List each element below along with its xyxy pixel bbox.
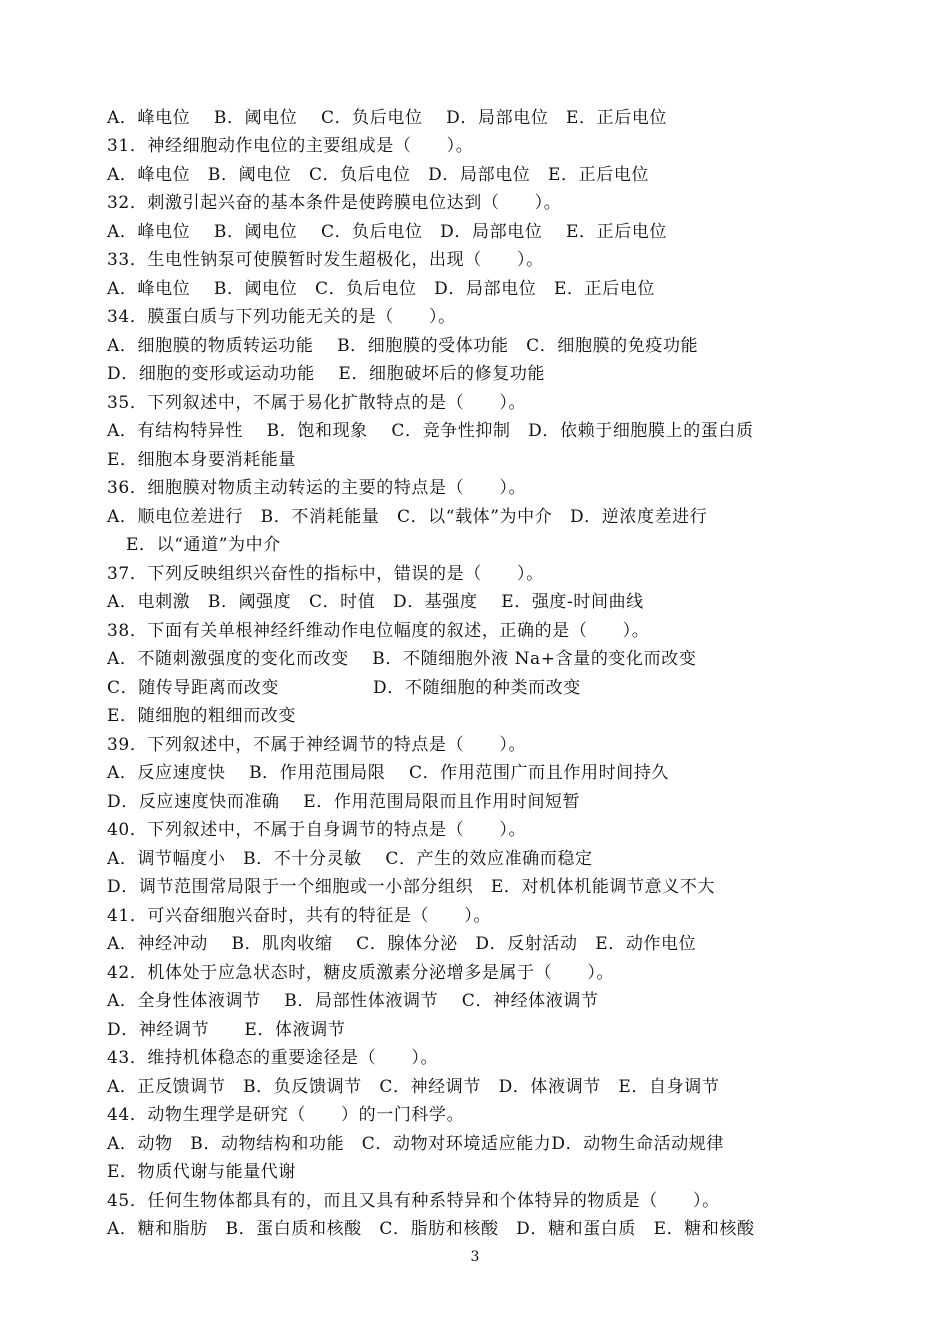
answer-options-30: A．峰电位 B．阈电位 C．负后电位 D．局部电位 E．正后电位 [107, 108, 668, 128]
question-33: 33．生电性钠泵可使膜暂时发生超极化，出现（ ）。 [107, 250, 544, 270]
answer-options-31: A．峰电位 B．阈电位 C．负后电位 D．局部电位 E．正后电位 [107, 165, 650, 185]
answer-options-36-line1: A．顺电位差进行 B．不消耗能量 C．以“载体”为中介 D．逆浓度差进行 [107, 507, 708, 527]
answer-options-39-line2: D．反应速度快而准确 E．作用范围局限而且作用时间短暂 [107, 792, 581, 812]
question-35: 35．下列叙述中，不属于易化扩散特点的是（ ）。 [107, 393, 527, 413]
question-38: 38．下面有关单根神经纤维动作电位幅度的叙述，正确的是（ ）。 [107, 621, 650, 641]
answer-options-42-line1: A．全身性体液调节 B．局部性体液调节 C．神经体液调节 [107, 991, 599, 1011]
answer-options-35-line2: E．细胞本身要消耗能量 [107, 450, 297, 470]
question-43: 43．维持机体稳态的重要途径是（ ）。 [107, 1048, 439, 1068]
question-42: 42．机体处于应急状态时，糖皮质激素分泌增多是属于（ ）。 [107, 963, 615, 983]
question-41: 41．可兴奋细胞兴奋时，共有的特征是（ ）。 [107, 906, 491, 926]
answer-options-40-line2: D．调节范围常局限于一个细胞或一小部分组织 E．对机体机能调节意义不大 [107, 877, 716, 897]
answer-options-42-line2: D．神经调节 E．体液调节 [107, 1020, 346, 1040]
question-32: 32．刺激引起兴奋的基本条件是使跨膜电位达到（ ）。 [107, 193, 562, 213]
answer-options-45: A．糖和脂肪 B．蛋白质和核酸 C．脂肪和核酸 D．糖和蛋白质 E．糖和核酸 [107, 1219, 755, 1239]
answer-options-43: A．正反馈调节 B．负反馈调节 C．神经调节 D．体液调节 E．自身调节 [107, 1077, 720, 1097]
answer-options-44-line2: E．物质代谢与能量代谢 [107, 1162, 297, 1182]
answer-options-41: A．神经冲动 B．肌肉收缩 C．腺体分泌 D．反射活动 E．动作电位 [107, 934, 697, 954]
question-45: 45．任何生物体都具有的，而且又具有种系特异和个体特异的物质是（ ）。 [107, 1191, 720, 1211]
answer-options-38-line1: A．不随刺激强度的变化而改变 B．不随细胞外液 Na+含量的变化而改变 [107, 649, 697, 669]
answer-options-37: A．电刺激 B．阈强度 C．时值 D．基强度 E．强度-时间曲线 [107, 592, 644, 612]
answer-options-34-line1: A．细胞膜的物质转运功能 B．细胞膜的受体功能 C．细胞膜的免疫功能 [107, 336, 699, 356]
answer-options-38-line2: C．随传导距离而改变 D．不随细胞的种类而改变 [107, 678, 581, 698]
answer-options-33: A．峰电位 B．阈电位 C．负后电位 D．局部电位 E．正后电位 [107, 279, 656, 299]
answer-options-34-line2: D．细胞的变形或运动功能 E．细胞破坏后的修复功能 [107, 364, 546, 384]
question-34: 34．膜蛋白质与下列功能无关的是（ ）。 [107, 307, 456, 327]
page-number: 3 [470, 1249, 480, 1265]
question-44: 44．动物生理学是研究（ ）的一门科学。 [107, 1105, 465, 1125]
answer-options-39-line1: A．反应速度快 B．作用范围局限 C．作用范围广而且作用时间持久 [107, 763, 669, 783]
answer-options-32: A．峰电位 B．阈电位 C．负后电位 D．局部电位 E．正后电位 [107, 222, 668, 242]
answer-options-35-line1: A．有结构特异性 B．饱和现象 C．竞争性抑制 D．依赖于细胞膜上的蛋白质 [107, 421, 754, 441]
answer-options-38-line3: E．随细胞的粗细而改变 [107, 706, 297, 726]
answer-options-36-line2: E．以“通道”为中介 [126, 535, 281, 555]
answer-options-40-line1: A．调节幅度小 B．不十分灵敏 C．产生的效应准确而稳定 [107, 849, 593, 869]
question-39: 39．下列叙述中，不属于神经调节的特点是（ ）。 [107, 735, 527, 755]
answer-options-44-line1: A．动物 B．动物结构和功能 C．动物对环境适应能力D．动物生命活动规律 [107, 1134, 725, 1154]
question-40: 40．下列叙述中，不属于自身调节的特点是（ ）。 [107, 820, 527, 840]
question-31: 31．神经细胞动作电位的主要组成是（ ）。 [107, 136, 474, 156]
question-36: 36．细胞膜对物质主动转运的主要的特点是（ ）。 [107, 478, 527, 498]
question-37: 37．下列反映组织兴奋性的指标中，错误的是（ ）。 [107, 564, 544, 584]
